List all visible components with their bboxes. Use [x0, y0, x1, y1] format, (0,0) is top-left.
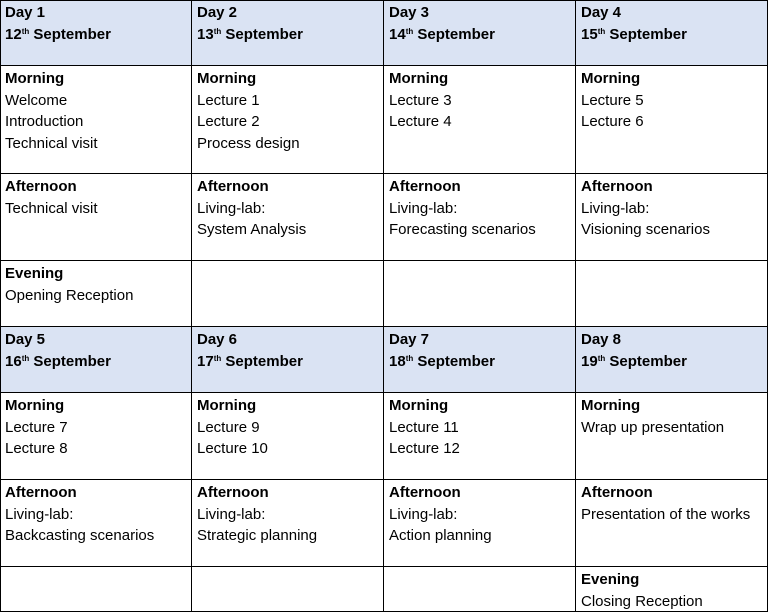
day-header-7 — [384, 327, 576, 393]
evening-cell-day7 — [384, 567, 576, 612]
session-label: Morning — [197, 70, 257, 87]
morning-cell-day2 — [192, 66, 384, 174]
activity: Forecasting scenarios — [389, 221, 536, 238]
day-header-2 — [192, 0, 384, 66]
activity: Lecture 12 — [389, 440, 460, 457]
morning-cell-day4 — [576, 66, 768, 174]
activity: Living-lab: — [581, 199, 650, 217]
evening-cell-day3 — [384, 261, 576, 327]
activity: Closing Reception — [581, 592, 703, 610]
day-header-3 — [384, 0, 576, 66]
activity: Process design — [197, 134, 300, 152]
session-label: Morning — [5, 70, 65, 87]
afternoon-cell-day7 — [384, 480, 576, 567]
activity: Lecture 11 — [389, 418, 459, 436]
activity: System Analysis — [197, 221, 307, 238]
day-label: Day 1 — [5, 4, 46, 21]
activity: Lecture 2 — [197, 113, 260, 130]
session-label: Afternoon — [389, 484, 461, 501]
activity: Technical visit — [5, 134, 98, 152]
evening-cell-day2 — [192, 261, 384, 327]
day-date: 19th September — [581, 352, 687, 370]
evening-cell-day6 — [192, 567, 384, 612]
day-label: Day 8 — [581, 331, 622, 348]
session-label: Evening — [5, 265, 64, 282]
day-header-5 — [0, 327, 192, 393]
session-label: Afternoon — [581, 484, 653, 501]
activity: Lecture 7 — [5, 418, 68, 436]
day-header-8 — [576, 327, 768, 393]
session-label: Morning — [581, 70, 641, 87]
activity: Lecture 1 — [197, 91, 260, 109]
session-label: Afternoon — [197, 178, 269, 195]
activity: Strategic planning — [197, 527, 318, 544]
afternoon-cell-day5 — [0, 480, 192, 567]
activity: Lecture 4 — [389, 113, 452, 130]
day-label: Day 2 — [197, 4, 238, 21]
afternoon-cell-day1 — [0, 174, 192, 261]
activity: Living-lab: — [197, 505, 266, 523]
activity: Living-lab: — [197, 199, 266, 217]
morning-cell-day5 — [0, 393, 192, 480]
day-label: Day 5 — [5, 331, 46, 348]
day-date: 16th September — [5, 352, 111, 370]
activity: Lecture 3 — [389, 91, 452, 109]
day-header-6 — [192, 327, 384, 393]
morning-cell-day1 — [0, 66, 192, 174]
activity: Living-lab: — [5, 505, 74, 523]
activity: Visioning scenarios — [581, 221, 710, 238]
activity: Lecture 5 — [581, 91, 644, 109]
afternoon-cell-day2 — [192, 174, 384, 261]
day-date: 14th September — [389, 25, 495, 43]
session-label: Afternoon — [389, 178, 461, 195]
morning-cell-day7 — [384, 393, 576, 480]
day-header-1 — [0, 0, 192, 66]
activity: Wrap up presentation — [581, 418, 725, 436]
morning-cell-day8 — [576, 393, 768, 480]
day-date: 13th September — [197, 25, 303, 43]
session-label: Afternoon — [5, 178, 77, 195]
session-label: Morning — [5, 397, 65, 414]
activity: Action planning — [389, 527, 492, 544]
activity: Lecture 9 — [197, 418, 260, 436]
afternoon-cell-day3 — [384, 174, 576, 261]
activity: Presentation of the works — [581, 505, 751, 523]
activity: Welcome — [5, 91, 68, 109]
session-label: Morning — [389, 397, 449, 414]
morning-cell-day6 — [192, 393, 384, 480]
session-label: Morning — [197, 397, 257, 414]
activity: Lecture 10 — [197, 440, 268, 457]
activity: Introduction — [5, 113, 84, 130]
day-label: Day 3 — [389, 4, 430, 21]
session-label: Afternoon — [5, 484, 77, 501]
day-date: 17th September — [197, 352, 303, 370]
day-label: Day 6 — [197, 331, 238, 348]
session-label: Morning — [389, 70, 449, 87]
activity: Technical visit — [5, 199, 98, 217]
session-label: Morning — [581, 397, 641, 414]
day-header-4 — [576, 0, 768, 66]
afternoon-cell-day6 — [192, 480, 384, 567]
afternoon-cell-day4 — [576, 174, 768, 261]
afternoon-cell-day8 — [576, 480, 768, 567]
day-date: 12th September — [5, 25, 111, 43]
day-date: 15th September — [581, 25, 687, 43]
activity: Lecture 8 — [5, 440, 68, 457]
day-date: 18th September — [389, 352, 495, 370]
activity: Living-lab: — [389, 505, 458, 523]
activity: Lecture 6 — [581, 113, 644, 130]
activity: Opening Reception — [5, 286, 134, 304]
session-label: Afternoon — [197, 484, 269, 501]
evening-cell-day1 — [0, 261, 192, 327]
session-label: Afternoon — [581, 178, 653, 195]
evening-cell-day4 — [576, 261, 768, 327]
day-label: Day 4 — [581, 4, 622, 21]
session-label: Evening — [581, 571, 640, 588]
evening-cell-day8 — [576, 567, 768, 612]
morning-cell-day3 — [384, 66, 576, 174]
activity: Living-lab: — [389, 199, 458, 217]
activity: Backcasting scenarios — [5, 527, 155, 544]
evening-cell-day5 — [0, 567, 192, 612]
day-label: Day 7 — [389, 331, 430, 348]
